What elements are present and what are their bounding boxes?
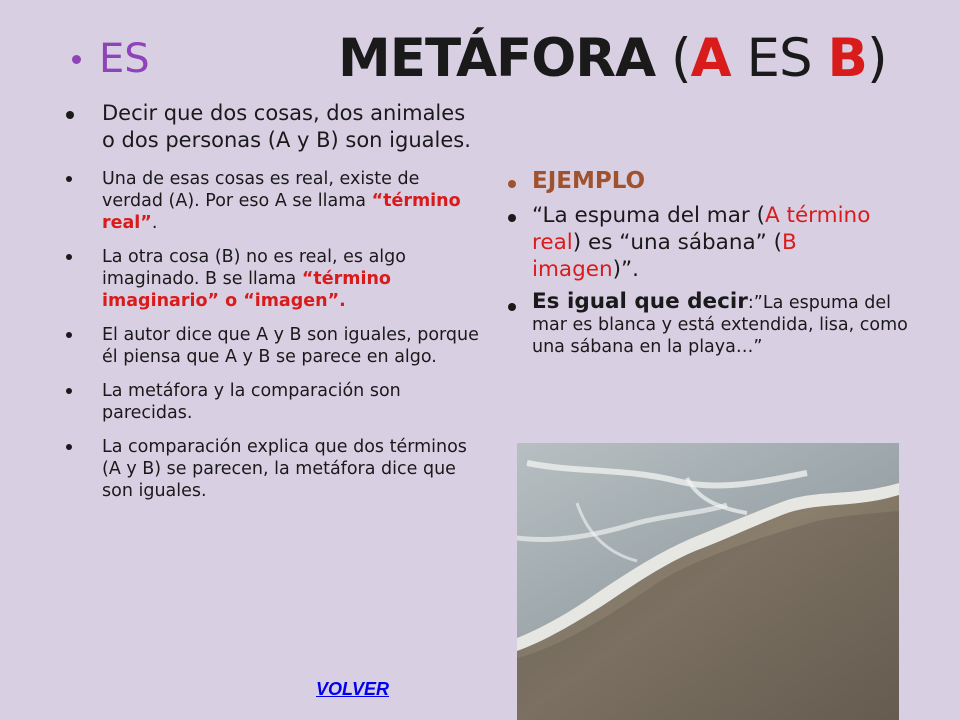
example-list — [508, 168, 908, 366]
comparison-text: La metáfora y la comparación son parecidas. — [102, 381, 401, 423]
real-term-text: Una de esas cosas es real, existe de verdad (A). Por eso A se llama — [102, 169, 420, 211]
difference-text: La comparación explica que dos términos (A y B) se parecen, la metáfora dice que son iguales. — [102, 437, 467, 501]
imaginary-term-highlight: “término imaginario” o “imagen”. — [102, 269, 391, 311]
title-close: ) — [866, 28, 887, 89]
explanation-text: :”La espuma del mar es blanca y está extendida, lisa, como una sábana en la playa…” — [532, 293, 908, 357]
imaginary-term-text: La otra cosa (B) no es real, es algo imaginado. B se llama — [102, 247, 406, 289]
definition-text: Decir que dos cosas, dos animales o dos personas (A y B) son iguales. — [102, 101, 471, 152]
list-item — [62, 168, 482, 234]
explanation-heading: Es igual que decir — [532, 289, 748, 314]
period: . — [151, 213, 158, 233]
list-item — [62, 324, 482, 368]
author-text: El autor dice que A y B son iguales, porque él piensa que A y B se parece en algo. — [102, 325, 479, 367]
example-image-term: B imagen — [532, 230, 797, 282]
es-heading — [72, 36, 150, 82]
list-item — [62, 380, 482, 424]
list-item — [508, 168, 908, 194]
list-item — [62, 246, 482, 312]
example-part: “La espuma del mar ( — [532, 203, 765, 228]
list-item — [62, 100, 482, 154]
example-real-term: A término real — [532, 203, 871, 255]
sea-foam-photo — [517, 443, 899, 720]
list-item — [62, 436, 482, 502]
beach-image — [517, 443, 899, 720]
title-a: A — [690, 28, 731, 89]
back-link[interactable]: VOLVER — [316, 679, 390, 699]
example-heading: EJEMPLO — [532, 168, 646, 194]
title-word: METÁFORA — [338, 28, 656, 89]
es-label: ES — [99, 36, 150, 82]
real-term-highlight: “término real” — [102, 191, 461, 233]
list-item — [508, 202, 908, 283]
page-title — [338, 28, 887, 89]
example-part: ) es “una sábana” ( — [572, 230, 782, 255]
definition-list — [62, 100, 482, 514]
title-b: B — [827, 28, 867, 89]
bullet-icon — [72, 55, 81, 64]
list-item — [508, 291, 908, 358]
title-es: ES — [746, 28, 812, 89]
example-part: )”. — [612, 257, 639, 282]
title-open: ( — [670, 28, 691, 89]
